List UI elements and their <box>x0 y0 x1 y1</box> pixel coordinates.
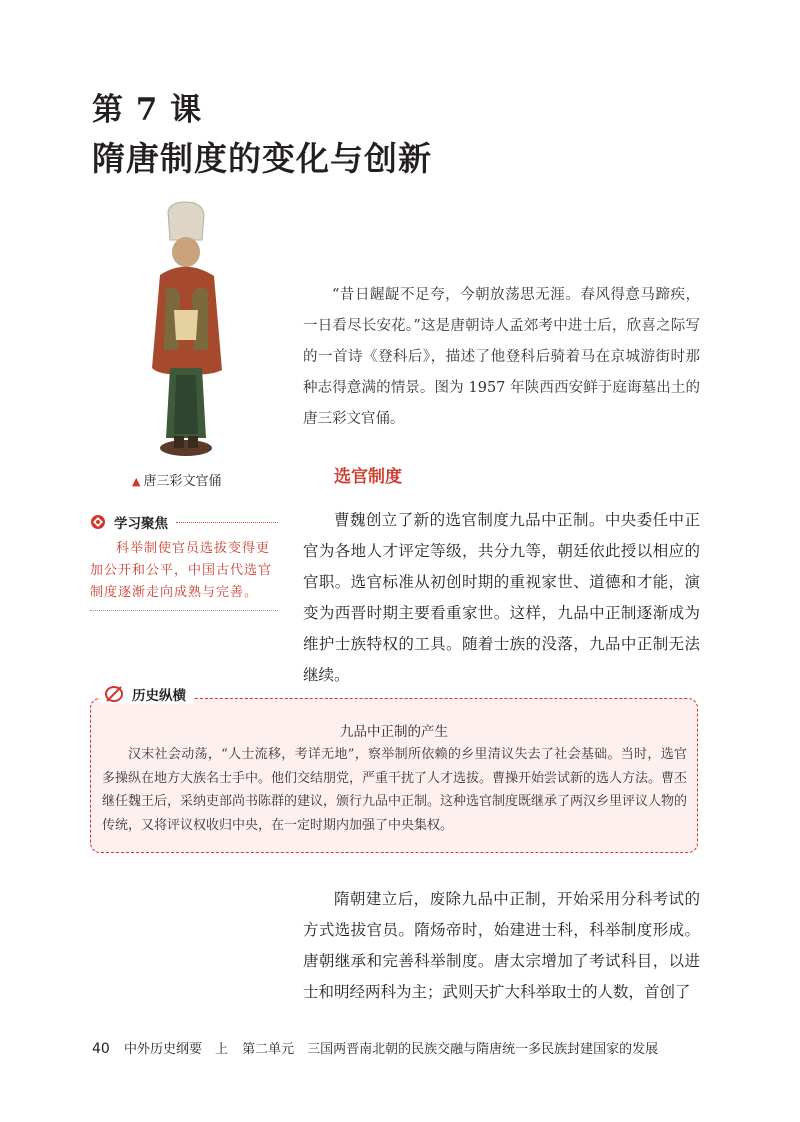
page-number: 40 <box>92 1041 110 1057</box>
figure-caption <box>132 470 221 489</box>
intro-paragraph <box>303 280 700 435</box>
focus-text: 科举制使官员选拔变得更加公开和公平，中国古代选官制度逐渐走向成熟与完善。 <box>90 541 273 600</box>
focus-header <box>90 512 278 532</box>
tang-sancai-figurine-image <box>130 200 240 462</box>
para2-text: 隋朝建立后，废除九品中正制，开始采用分科考试的方式选拔官员。隋炀帝时，始建进士科，科举制度形成。唐朝继承和完善科举制度。唐太宗增加了考试科目，以进士和明经两科为主；武则天扩大科举取士的人数，首创了 <box>303 890 700 1001</box>
intro-text: “昔日龌龊不足夸，今朝放荡思无涯。春风得意马蹄疾，一日看尽长安花。”这是唐朝诗人孟郊考中进士后，欣喜之际写的一首诗《登科后》，描述了他登科后骑着马在京城游街时那种志得意满的情景。图为 1957 年陕西西安鲜于庭诲墓出土的唐三彩文官俑。 <box>303 287 700 427</box>
lesson-number: 第 7 课 <box>92 92 203 128</box>
history-icon <box>104 685 124 703</box>
section-paragraph-1 <box>303 505 700 691</box>
section-heading: 选官制度 <box>334 467 402 487</box>
triangle-icon: ▲ <box>132 475 141 488</box>
para1-text: 曹魏创立了新的选官制度九品中正制。中央委任中正官为各地人才评定等级，共分九等，朝廷依此授以相应的官职。选官标准从初创时期的重视家世、道德和才能，演变为西晋时期主要看重家世。这样，九品中正制逐渐成为维护士族特权的工具。随着士族的没落，九品中正制无法继续。 <box>303 511 700 684</box>
figure-caption-text: 唐三彩文官俑 <box>143 474 222 489</box>
unit-title: 第二单元 三国两晋南北朝的民族交融与隋唐统一多民族封建国家的发展 <box>242 1042 659 1057</box>
learning-focus-box <box>90 512 278 611</box>
book-title: 中外历史纲要 上 <box>123 1042 228 1057</box>
history-box-header <box>100 684 194 704</box>
page-footer <box>92 1038 668 1057</box>
history-box-text: 汉末社会动荡，“人士流移，考详无地”，察举制所依赖的乡里清议失去了社会基础。当时，选官多操纵在地方大族名士手中。他们交结朋党，严重干扰了人才选拔。曹操开始尝试新的选人方法。曹丕继任魏王后，采纳吏部尚书陈群的建议，颁行九品中正制。这种选官制度既继承了两汉乡里评议人物的传统，又将评议权收归中央，在一定时期内加强了中央集权。 <box>102 747 688 833</box>
focus-icon <box>90 514 106 530</box>
focus-label: 学习聚焦 <box>114 516 168 532</box>
history-box-title: 九品中正制的产生 <box>340 724 448 740</box>
section-paragraph-2 <box>303 884 700 1008</box>
lesson-title: 隋唐制度的变化与创新 <box>92 139 432 178</box>
history-box-label: 历史纵横 <box>132 688 186 704</box>
